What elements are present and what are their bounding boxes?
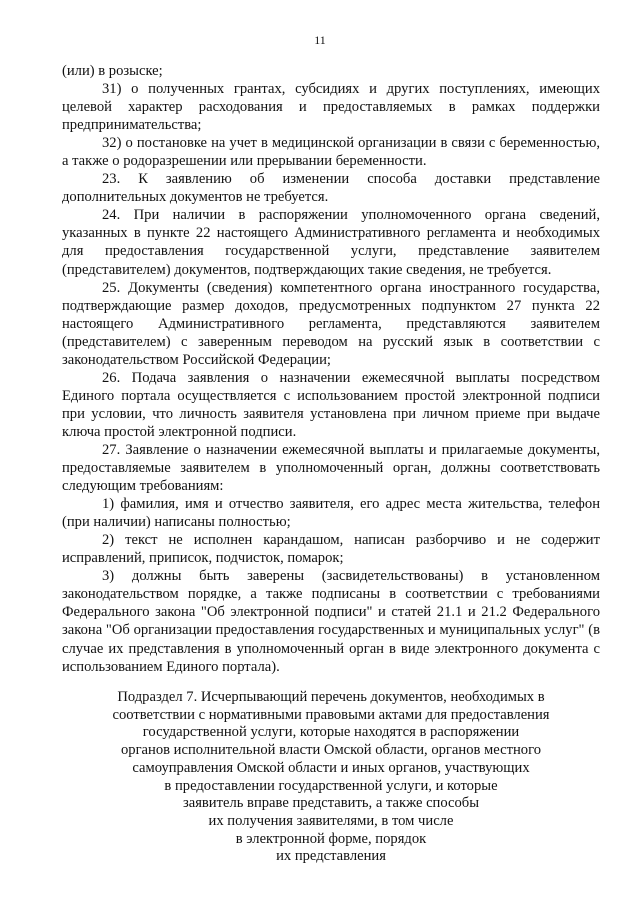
paragraph-clause-23: 23. К заявлению об изменении способа доставки представление дополнительных документов не требуется. xyxy=(62,171,600,206)
heading-line: государственной услуги, которые находятся в распоряжении xyxy=(142,724,520,741)
body-text xyxy=(62,62,600,676)
paragraph-clause-24: 24. При наличии в распоряжении уполномоченного органа сведений, указанных в пункте 22 настоящего Административного регламента и необходимых для предоставления государственной услуги, представление заявителем (представителем) документов, подтверждающих такие сведения, не требуется. xyxy=(62,207,600,278)
paragraph-clause-27: 27. Заявление о назначении ежемесячной выплаты и прилагаемые документы, предоставляемые заявителем в уполномоченный орган, должны соответствовать следующим требованиям: xyxy=(62,441,600,495)
heading-line: их получения заявителями, в том числе xyxy=(208,812,454,829)
page-number: 11 xyxy=(314,33,326,47)
heading-line: соответствии с нормативными правовыми актами для предоставления xyxy=(112,706,550,723)
paragraph-subitem-1: 1) фамилия, имя и отчество заявителя, его адрес места жительства, телефон (при наличии) написаны полностью; xyxy=(62,496,600,531)
paragraph-item-32: 32) о постановке на учет в медицинской организации в связи с беременностью, а также о родоразрешении или прерывании беременности. xyxy=(62,135,600,170)
heading-line: их представления xyxy=(276,848,386,865)
heading-line: самоуправления Омской области и иных органов, участвующих xyxy=(132,759,530,776)
heading-line: в предоставлении государственной услуги, и которые xyxy=(164,777,498,794)
section-heading xyxy=(62,689,600,866)
heading-line: в электронной форме, порядок xyxy=(235,830,427,847)
paragraph-continuation: (или) в розыске; xyxy=(62,63,163,79)
paragraph-subitem-2: 2) текст не исполнен карандашом, написан разборчиво и не содержит исправлений, приписок, подчисток, помарок; xyxy=(62,532,600,567)
paragraph-subitem-3: 3) должны быть заверены (засвидетельствованы) в установленном законодательством порядке, а также подписаны в соответствии с требованиями Федерального закона "Об электронной подписи" и статей 21.1 и 21.2 Федерального закона "Об организации предоставления государственных и муниципальных услуг" (в случае их представления в уполномоченный орган в виде электронного документа с использованием Единого портала). xyxy=(62,568,600,675)
paragraph-item-31: 31) о полученных грантах, субсидиях и других поступлениях, имеющих целевой характер расходования и предоставляемых в рамках поддержки предпринимательства; xyxy=(62,81,600,134)
paragraph-clause-25: 25. Документы (сведения) компетентного органа иностранного государства, подтверждающие размер доходов, предусмотренных подпунктом 27 пункта 22 настоящего Административного регламента, представляются заявителем (представителем) с заверенным переводом на русский язык в соответствии с законодательством Российской Федерации; xyxy=(62,279,600,368)
heading-line: заявитель вправе представить, а также способы xyxy=(182,795,480,812)
paragraph-clause-26: 26. Подача заявления о назначении ежемесячной выплаты посредством Единого портала осуществляется с использованием простой электронной подписи при условии, что личность заявителя установлена при личном приеме при выдаче ключа простой электронной подписи. xyxy=(62,369,600,440)
heading-line: органов исполнительной власти Омской области, органов местного xyxy=(120,742,542,759)
heading-line: Подраздел 7. Исчерпывающий перечень документов, необходимых в xyxy=(117,689,545,705)
